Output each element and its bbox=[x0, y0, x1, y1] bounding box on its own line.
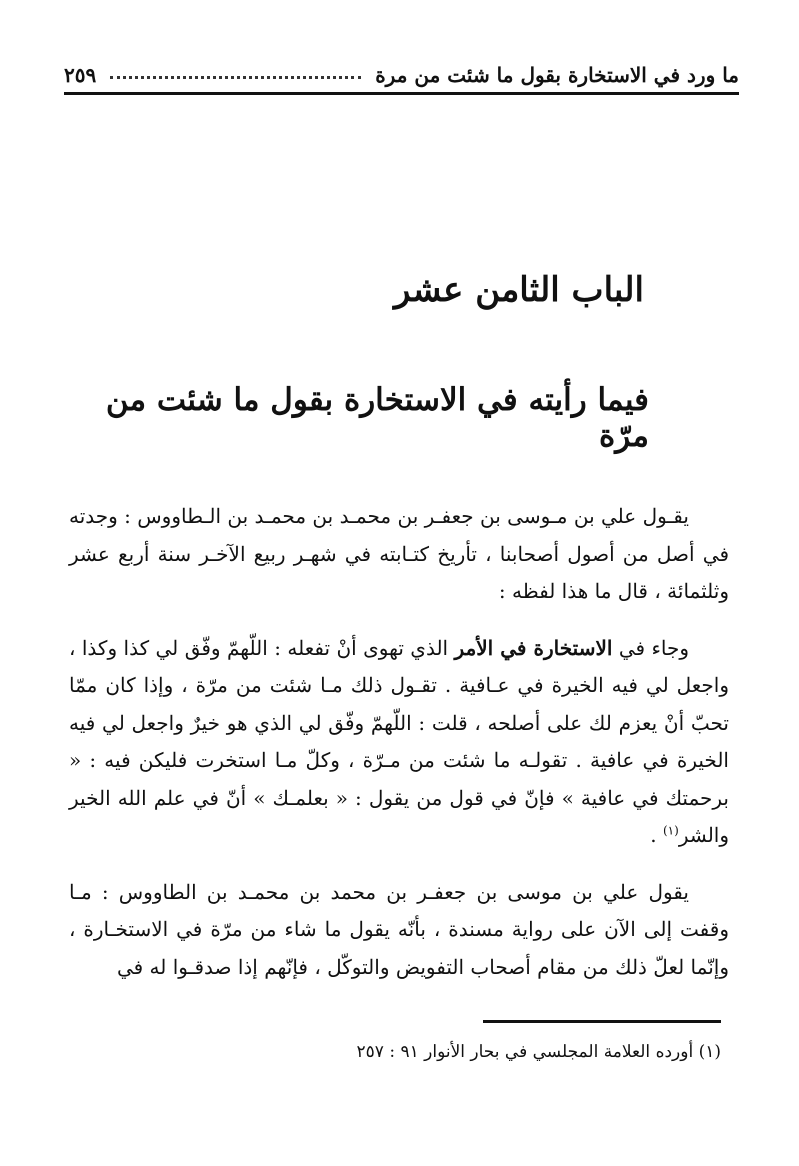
footnote: (١) أورده العلامة المجلسي في بحار الأنوار ٩١ : ٢٥٧ bbox=[356, 1042, 721, 1062]
footnote-marker: (١) bbox=[662, 823, 679, 838]
running-header bbox=[64, 58, 739, 95]
paragraph-2 bbox=[69, 630, 729, 855]
paragraph-2-start: وجاء في bbox=[612, 635, 690, 660]
paragraph-1: يقـول علي بن مـوسى بن جعفـر بن محمـد بن محمـد بن الـطاووس : وجدته في أصل من أصول أصحابنا ، تأريخ كتـابته في شهـر ربيع الآخـر سنة أربع عشر وثلثمائة ، قال ما هذا لفظه : bbox=[69, 504, 729, 603]
chapter-heading: الباب الثامن عشر bbox=[393, 270, 644, 310]
page-number: ٢٥٩ bbox=[64, 63, 97, 87]
paragraph-2-end: . bbox=[650, 823, 663, 847]
paragraph-3: يقول علي بن موسى بن جعفـر بن محمد بن محمـد بن الطاووس : مـا وقفت إلى الآن على رواية مسندة ، بأنّه يقول ما شاء من مرّة في الاستخـارة ، وإنّما لعلّ ذلك من مقام أصحاب التفويض والتوكّل ، فإنّهم إذا صدقـوا له في bbox=[69, 879, 729, 979]
paragraph-2-bold: الاستخارة في الأمر bbox=[454, 635, 613, 660]
body-text bbox=[69, 498, 729, 1005]
paragraph-2-body: الذي تهوى أنْ تفعله : اللّهمّ وفّق لي كذا وكذا ، واجعل لي فيه الخيرة في عـافية . تقـول ذلك مـا شئت من مرّة ، وإذا كان ممّا تحبّ أنْ يعزم لك على أصلحه ، قلت : اللّهمّ وفّق لي الذي هو خيرٌ واجعل لي فيه الخيرة في عافية . تقولـه ما شئت من مـرّة ، وكلّ مـا استخرت فليكن فيه : « برحمتك في عافية » فإنّ في قول من يقول : « بعلمـك » أنّ في علم الله الخير والشر bbox=[69, 635, 729, 847]
running-title: ما ورد في الاستخارة بقول ما شئت من مرة bbox=[375, 63, 739, 87]
footnote-separator bbox=[483, 1020, 721, 1023]
dotted-leader bbox=[110, 76, 361, 79]
chapter-subtitle: فيما رأيته في الاستخارة بقول ما شئت من مرّة bbox=[105, 382, 649, 454]
